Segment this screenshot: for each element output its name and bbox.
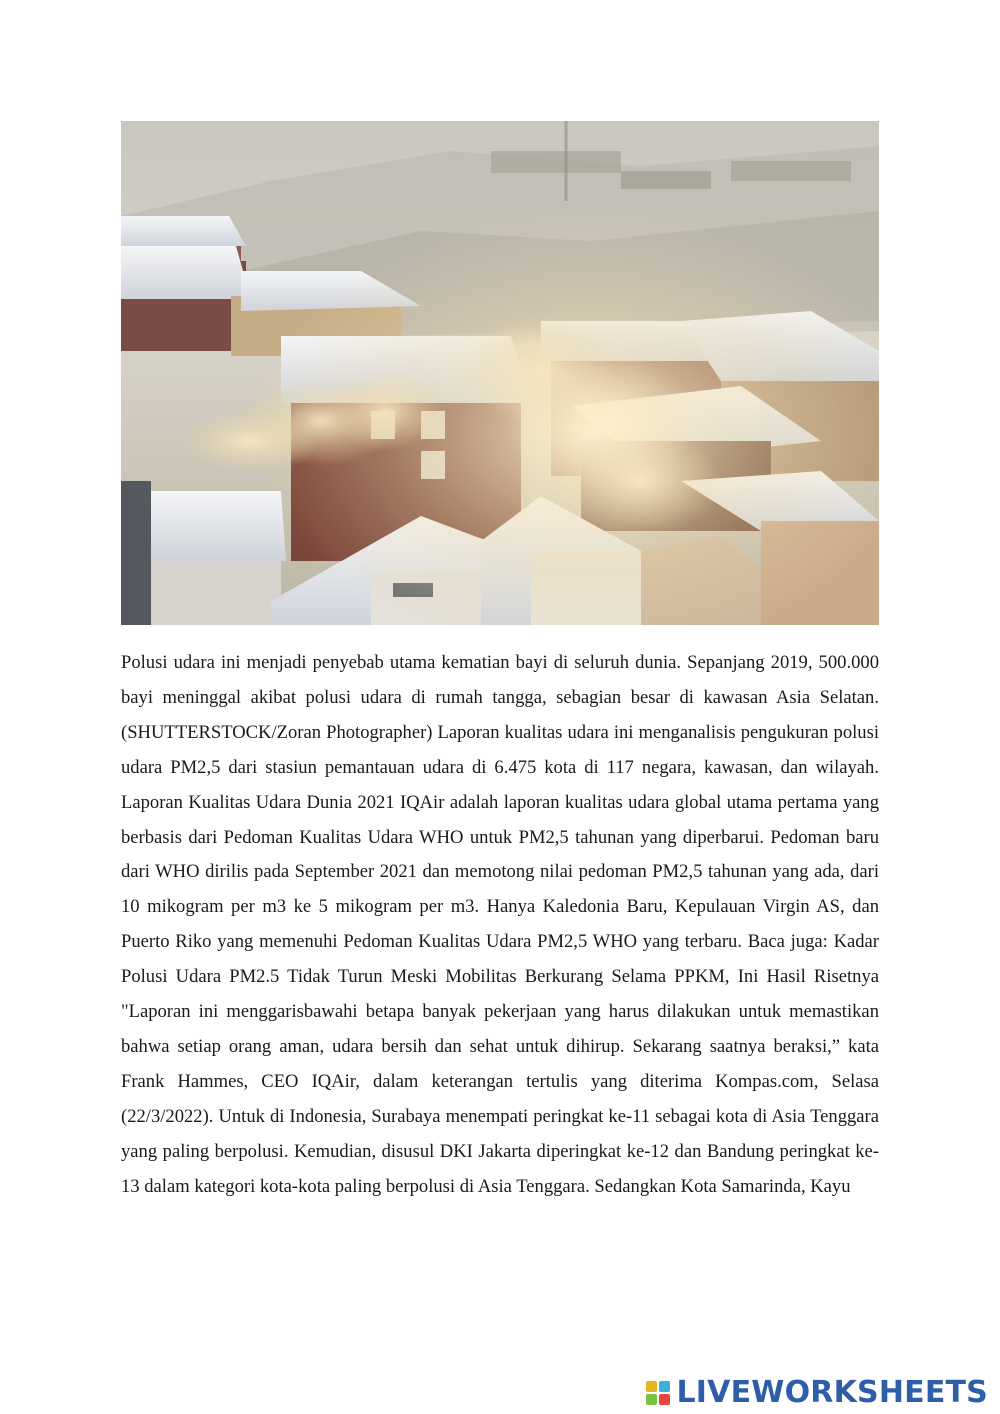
liveworksheets-logo-icon [646, 1381, 670, 1405]
brand-name: LIVEWORKSHEETS [676, 1375, 988, 1410]
snowy-rooftops-smoke-image [121, 121, 879, 625]
article-photo [121, 121, 879, 625]
liveworksheets-brand [646, 1375, 988, 1410]
logo-tile-4 [659, 1394, 670, 1405]
logo-tile-3 [646, 1394, 657, 1405]
article-paragraph: Polusi udara ini menjadi penyebab utama kematian bayi di seluruh dunia. Sepanjang 2019, 500.000 bayi meninggal akibat polusi udara di rumah tangga, sebagian besar di kawasan Asia Selatan. (SHUTTERSTOCK/Zoran Photographer) Laporan kualitas udara ini menganalisis pengukuran polusi udara PM2,5 dari stasiun pemantauan udara di 6.475 kota di 117 negara, kawasan, dan wilayah. Laporan Kualitas Udara Dunia 2021 IQAir adalah laporan kualitas udara global utama pertama yang berbasis dari Pedoman Kualitas Udara WHO untuk PM2,5 tahunan yang diperbarui. Pedoman baru dari WHO dirilis pada September 2021 dan memotong nilai pedoman PM2,5 tahunan yang ada, dari 10 mikogram per m3 ke 5 mikogram per m3. Hanya Kaledonia Baru, Kepulauan Virgin AS, dan Puerto Riko yang memenuhi Pedoman Kualitas Udara PM2,5 WHO yang terbaru. Baca juga: Kadar Polusi Udara PM2.5 Tidak Turun Meski Mobilitas Berkurang Selama PPKM, Ini Hasil Risetnya "Laporan ini menggarisbawahi betapa banyak pekerjaan yang harus dilakukan untuk memastikan bahwa setiap orang aman, udara bersih dan sehat untuk dihirup. Sekarang saatnya beraksi,” kata Frank Hammes, CEO IQAir, dalam keterangan tertulis yang diterima Kompas.com, Selasa (22/3/2022). Untuk di Indonesia, Surabaya menempati peringkat ke-11 sebagai kota di Asia Tenggara yang paling berpolusi. Kemudian, disusul DKI Jakarta diperingkat ke-12 dan Bandung peringkat ke-13 dalam kategori kota-kota paling berpolusi di Asia Tenggara. Sedangkan Kota Samarinda, Kayu [121, 652, 879, 1197]
logo-tile-2 [659, 1381, 670, 1392]
logo-tile-1 [646, 1381, 657, 1392]
